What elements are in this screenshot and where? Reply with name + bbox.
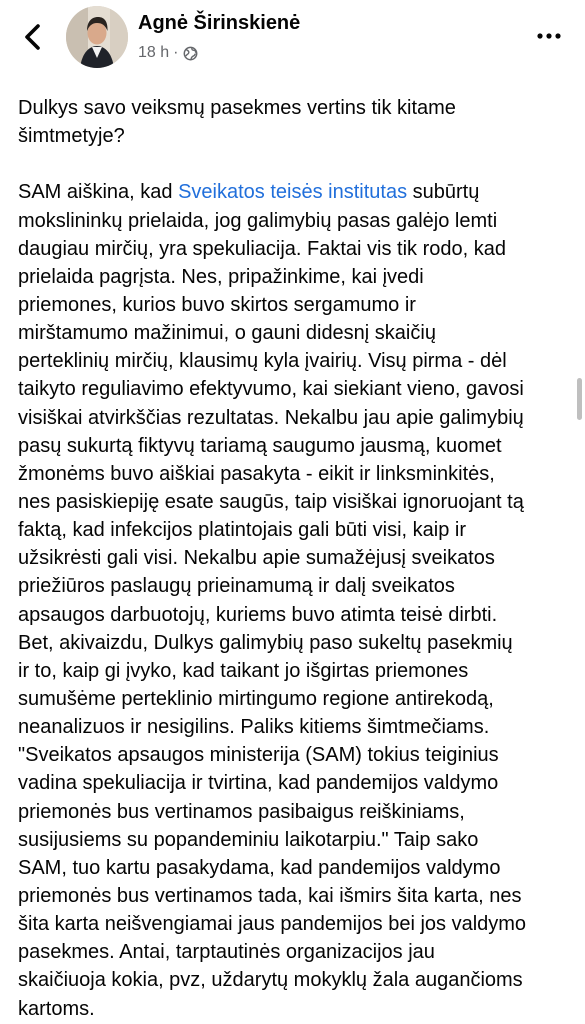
chevron-left-icon <box>18 20 48 54</box>
post-body-line: sumušėme perteklinio mirtingumo regione antirekodą, <box>18 687 494 710</box>
post-body-line: šita karta neišvengiamai jaus pandemijos bei jos valdymo <box>18 913 527 936</box>
post-body-line: priemonės bus vertinamos pasibaigus reiškiniams, <box>18 800 465 823</box>
post-body-line: žmonėms buvo aiškiai pasakyta - eikit ir linksminkitės, <box>18 462 495 485</box>
post-meta <box>138 44 198 62</box>
post-body-line <box>18 178 578 206</box>
more-options-button[interactable] <box>536 28 566 44</box>
post-body-line: apsaugos darbuotojų, kuriems buvo atimta teisė dirbti. <box>18 603 498 626</box>
post-body-line: priežiūros paslaugų prieinamumą ir dalį sveikatos <box>18 575 455 598</box>
post-body-line: kartoms. <box>18 997 95 1020</box>
back-button[interactable] <box>18 20 48 54</box>
post-body-line: ir to, kaip gi įvyko, kad taikant jo išgirtas priemones <box>18 659 469 682</box>
post-text <box>18 94 578 1023</box>
post-body-line: susijusiems su popandeminiu laikotarpiu." Taip sako <box>18 828 479 851</box>
post-body-line: nes pasiskiepiję esate saugūs, taip visiškai ignoruojant tą <box>18 490 524 513</box>
post-body-line: pasų sukurtą fiktyvų tariamą saugumo jausmą, kuomet <box>18 434 502 457</box>
globe-icon[interactable] <box>183 46 198 61</box>
post-text-suffix: subūrtų <box>407 181 480 204</box>
post-body-line: perteklinių mirčių, klausimų kyla įvairių. Visų pirma - dėl <box>18 350 507 373</box>
post-body-line: "Sveikatos apsaugos ministerija (SAM) tokius teiginius <box>18 744 499 767</box>
post-body-line: skaičiuoja kokia, pvz, uždarytų mokyklų žala augančioms <box>18 969 523 992</box>
post-body-line: taikyto reguliavimo efektyvumo, kai siekiant vieno, gavosi <box>18 378 524 401</box>
post-text-prefix: SAM aiškina, kad <box>18 181 179 204</box>
post-body-line: pasekmes. Antai, tarptautinės organizacijos jau <box>18 941 435 964</box>
post-header <box>0 0 585 80</box>
paragraph-gap <box>18 150 578 178</box>
post-body-line: neanalizuos ir nesigilins. Paliks kitiems šimtmečiams. <box>18 716 490 739</box>
scrollbar[interactable] <box>577 378 582 420</box>
institute-link[interactable]: Sveikatos teisės institutas <box>178 181 408 204</box>
post-title-line-1: Dulkys savo veiksmų pasekmes vertins tik kitame <box>18 97 456 119</box>
meta-separator: · <box>173 44 179 61</box>
post-body-line: užsikrėsti gali visi. Nekalbu apie sumažėjusį sveikatos <box>18 547 495 570</box>
post-body-line: faktą, kad infekcijos platintojais gali būti visi, kaip ir <box>18 519 466 542</box>
post-body-line: Bet, akivaizdu, Dulkys galimybių paso sukeltų pasekmių <box>18 631 513 654</box>
post-body-line: mirštamumo mažinimui, o gauni didesnį skaičių <box>18 322 436 345</box>
post-body-line: prielaida pagrįsta. Nes, pripažinkime, kai įvedi <box>18 265 424 288</box>
post-body-line: SAM, tuo kartu pasakydama, kad pandemijos valdymo <box>18 856 501 879</box>
author-name[interactable]: Agnė Širinskienė <box>138 12 301 34</box>
more-horizontal-icon <box>536 28 566 44</box>
post-body-line: visiškai atvirkščias rezultatas. Nekalbu jau apie galimybių <box>18 406 524 429</box>
post-body-line: priemones, kurios buvo skirtos sergamumo ir <box>18 293 416 316</box>
avatar[interactable] <box>66 6 128 68</box>
post-time[interactable]: 18 h <box>138 44 170 61</box>
post-body-line: mokslininkų prielaida, jog galimybių pasas galėjo lemti <box>18 209 498 232</box>
post-body-line: vadina spekuliacija ir tvirtina, kad pandemijos valdymo <box>18 772 499 795</box>
post-body-line: priemonės bus vertinamos tada, kai išmirs šita karta, nes <box>18 884 522 907</box>
post-body-line: daugiau mirčių, yra spekuliacija. Faktai vis tik rodo, kad <box>18 237 506 260</box>
post-title-line-2: šimtmetyje? <box>18 125 125 148</box>
